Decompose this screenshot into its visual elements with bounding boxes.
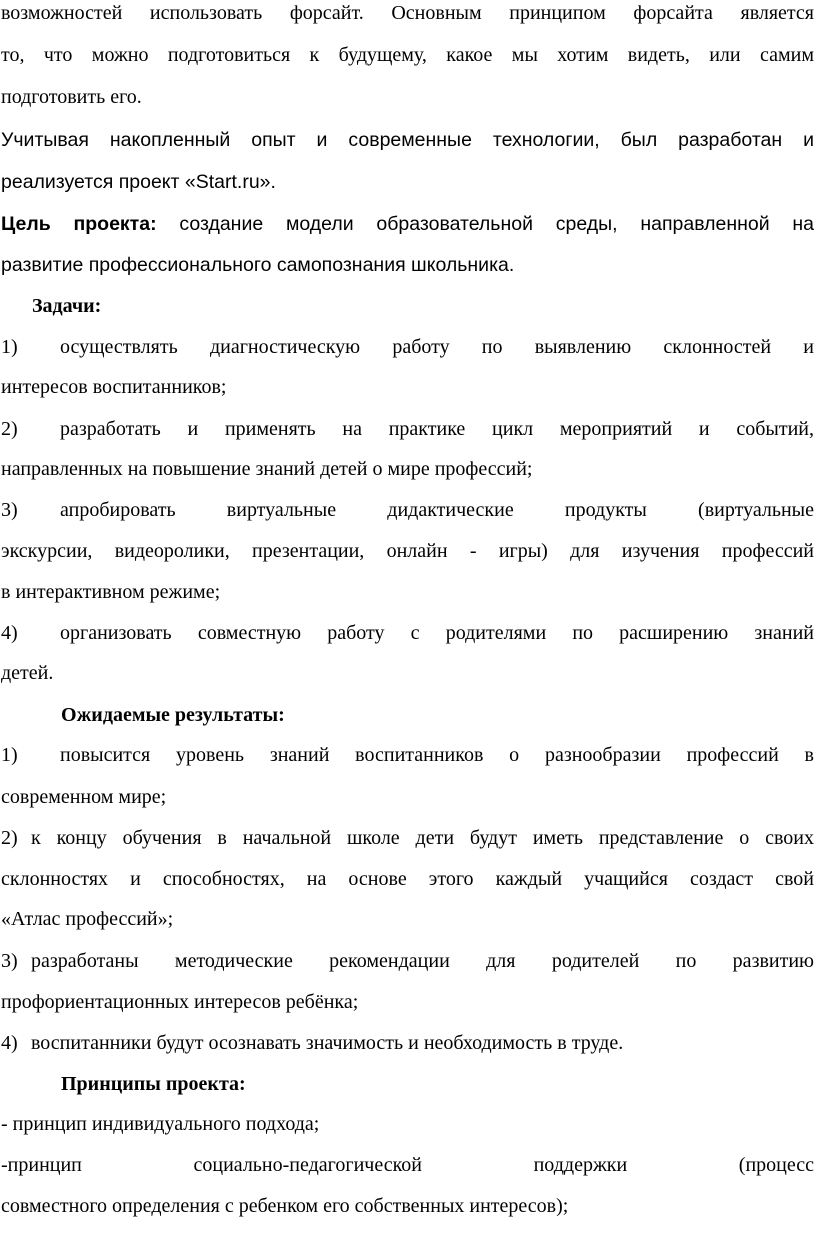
task-3-number: 3) (1, 499, 18, 521)
project-line-1: Учитывая накопленный опыт и современные технологии, был разработан и (1, 129, 814, 151)
task-3-line-2: экскурсии, видеоролики, презентации, онлайн - игры) для изучения профессий (1, 540, 814, 562)
task-4-text: организовать совместную работу с родителями по расширению знаний (60, 622, 814, 644)
task-2-number: 2) (1, 418, 18, 440)
principle-2-line-2: совместного определения с ребенком его собственных интересов); (1, 1195, 569, 1217)
result-3-line-1 (1, 948, 814, 974)
result-3-number: 3) (1, 950, 18, 972)
result-2-text: к концу обучения в начальной школе дети будут иметь представление о своих (31, 827, 814, 849)
intro-line-2: то, что можно подготовиться к будущему, какое мы хотим видеть, или самим (1, 44, 814, 66)
goal-line-2: развитие профессионального самопознания школьника. (1, 254, 515, 276)
task-3-text: апробировать виртуальные дидактические продукты (виртуальные (60, 499, 814, 521)
task-3-line-1 (1, 497, 814, 523)
task-4-line-1 (1, 620, 814, 646)
result-2-line-2: склонностях и способностях, на основе этого каждый учащийся создаст свой (1, 868, 814, 890)
result-3-text: разработаны методические рекомендации для родителей по развитию (31, 950, 814, 972)
result-4-text: воспитанники будут осознавать значимость и необходимость в труде. (31, 1032, 624, 1054)
task-2-text: разработать и применять на практике цикл мероприятий и событий, (60, 418, 814, 440)
tasks-heading: Задачи: (32, 295, 102, 317)
result-1-text: повысится уровень знаний воспитанников о разнообразии профессий в (60, 744, 814, 766)
result-2-line-1 (1, 825, 814, 851)
task-4-line-2: детей. (1, 662, 54, 684)
project-line-2: реализуется проект «Start.ru». (1, 171, 276, 193)
result-4-number: 4) (1, 1032, 18, 1054)
task-1-number: 1) (1, 336, 18, 358)
principle-2-line-1: -принцип социально-педагогической поддержки (процесс (1, 1154, 814, 1176)
goal-label: Цель проекта: (1, 213, 157, 235)
result-1-line-2: современном мире; (1, 786, 167, 808)
task-4-number: 4) (1, 622, 18, 644)
results-heading: Ожидаемые результаты: (61, 704, 285, 726)
goal-line-1 (1, 211, 814, 237)
intro-line-1: возможностей использовать форсайт. Основным принципом форсайта является (1, 2, 814, 24)
task-1-text: осуществлять диагностическую работу по выявлению склонностей и (60, 336, 814, 358)
intro-line-3: подготовить его. (1, 86, 142, 108)
principles-heading: Принципы проекта: (61, 1073, 246, 1095)
task-3-line-3: в интерактивном режиме; (1, 581, 221, 603)
task-1-line-2: интересов воспитанников; (1, 376, 227, 398)
result-2-line-3: «Атлас профессий»; (1, 908, 174, 930)
task-1-line-1 (1, 334, 814, 360)
task-2-line-1 (1, 416, 814, 442)
goal-text: создание модели образовательной среды, направленной на (156, 213, 814, 235)
result-1-line-1 (1, 742, 814, 768)
result-2-number: 2) (1, 827, 18, 849)
result-3-line-2: профориентационных интересов ребёнка; (1, 991, 359, 1013)
result-1-number: 1) (1, 744, 18, 766)
result-4-line-1 (1, 1030, 814, 1056)
principle-1: - принцип индивидуального подхода; (1, 1113, 320, 1135)
task-2-line-2: направленных на повышение знаний детей о мире профессий; (1, 458, 533, 480)
